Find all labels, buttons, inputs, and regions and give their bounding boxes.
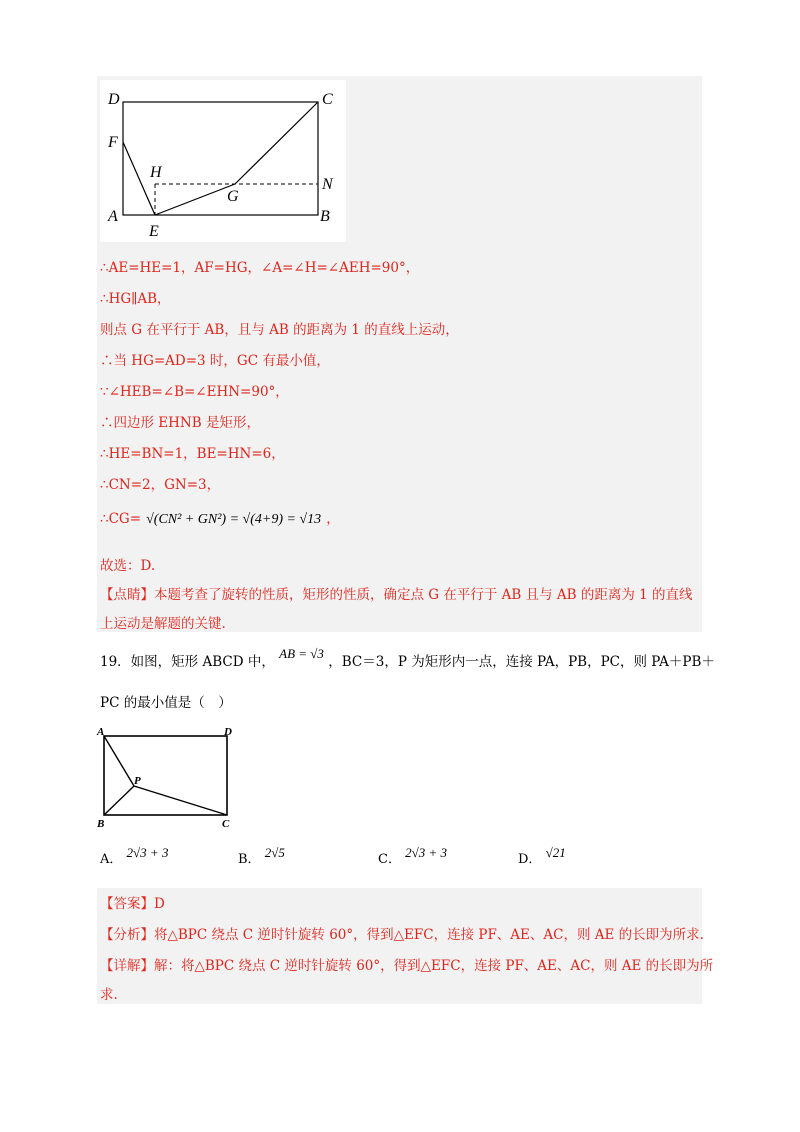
question19-figure bbox=[96, 722, 236, 832]
solution-line-5: ∵∠HEB=∠B=∠EHN=90°， bbox=[100, 384, 289, 400]
solution-line-1: ∴AE=HE=1，AF=HG，∠A=∠H=∠AEH=90°， bbox=[100, 260, 420, 276]
label-E: E bbox=[149, 223, 159, 240]
comment-text-1: 本题考查了旋转的性质，矩形的性质，确定点 G 在平行于 AB 且与 AB 的距离为 1 的直线 bbox=[154, 587, 693, 603]
detail-line-1: 【详解】解：将△BPC 绕点 C 逆时针旋转 60°，得到△EFC，连接 PF、AE、AC，则 AE 的长即为所 bbox=[100, 958, 714, 974]
label-F: F bbox=[108, 134, 118, 151]
label-B: B bbox=[320, 208, 330, 225]
solution-line-6: ∴四边形 EHNB 是矩形， bbox=[100, 415, 260, 431]
option-b-letter: B． bbox=[238, 852, 261, 867]
cg-formula-line bbox=[100, 508, 340, 530]
rectangle-diagram bbox=[100, 80, 346, 242]
detail-line-2: 求. bbox=[100, 987, 118, 1003]
cg-suffix: ， bbox=[326, 511, 340, 527]
option-a-value: 2√3 + 3 bbox=[126, 845, 169, 860]
option-c-value: 2√3 + 3 bbox=[405, 845, 448, 860]
option-a-letter: A． bbox=[100, 852, 123, 867]
option-a[interactable] bbox=[100, 845, 169, 867]
label-G: G bbox=[227, 188, 239, 205]
label-H: H bbox=[150, 164, 162, 181]
label-C: C bbox=[222, 818, 230, 830]
choice-line: 故选：D. bbox=[100, 558, 156, 574]
solution-line-4: ∴当 HG=AD=3 时，GC 有最小值， bbox=[100, 353, 330, 369]
question19-line2: PC 的最小值是（ ） bbox=[100, 695, 232, 711]
cg-formula: √(CN² + GN²) = √(4+9) = √13 bbox=[146, 512, 322, 527]
option-d-value: √21 bbox=[545, 845, 566, 860]
option-d[interactable] bbox=[518, 845, 566, 867]
option-d-letter: D． bbox=[518, 852, 542, 867]
solution-line-3: 则点 G 在平行于 AB，且与 AB 的距离为 1 的直线上运动， bbox=[100, 322, 459, 338]
solution-line-2: ∴HG∥AB， bbox=[100, 291, 171, 307]
label-C: C bbox=[322, 91, 333, 108]
q19-prefix: 19．如图，矩形 ABCD 中， bbox=[100, 654, 275, 670]
comment-tag: 【点睛】 bbox=[100, 587, 154, 603]
label-N: N bbox=[322, 176, 333, 193]
label-D: D bbox=[224, 726, 232, 738]
answer-panel bbox=[97, 888, 702, 1004]
label-A: A bbox=[97, 726, 105, 738]
option-c[interactable] bbox=[378, 845, 448, 867]
q19-ab-formula: AB = √3 bbox=[279, 646, 324, 661]
answer-line: 【答案】D bbox=[100, 896, 165, 912]
rectangle-figure bbox=[100, 80, 346, 242]
rectangle-abcd-diagram bbox=[96, 722, 236, 832]
option-b[interactable] bbox=[238, 845, 285, 867]
comment-line-1 bbox=[100, 585, 693, 605]
cg-prefix: ∴CG= bbox=[100, 511, 142, 527]
label-A: A bbox=[108, 208, 118, 225]
option-c-letter: C． bbox=[378, 852, 401, 867]
label-D: D bbox=[108, 91, 120, 108]
question19-line1 bbox=[100, 646, 715, 672]
solution-line-8: ∴CN=2，GN=3， bbox=[100, 477, 221, 493]
label-B: B bbox=[97, 818, 105, 830]
label-P: P bbox=[134, 775, 141, 787]
analysis-line: 【分析】将△BPC 绕点 C 逆时针旋转 60°，得到△EFC，连接 PF、AE、AC，则 AE 的长即为所求. bbox=[100, 927, 704, 943]
q19-suffix: ，BC＝3，P 为矩形内一点，连接 PA，PB，PC，则 PA＋PB＋ bbox=[328, 654, 715, 670]
comment-line-2: 上运动是解题的关键. bbox=[100, 616, 226, 632]
solution-line-7: ∴HE=BN=1，BE=HN=6， bbox=[100, 446, 285, 462]
option-b-value: 2√5 bbox=[264, 845, 285, 860]
